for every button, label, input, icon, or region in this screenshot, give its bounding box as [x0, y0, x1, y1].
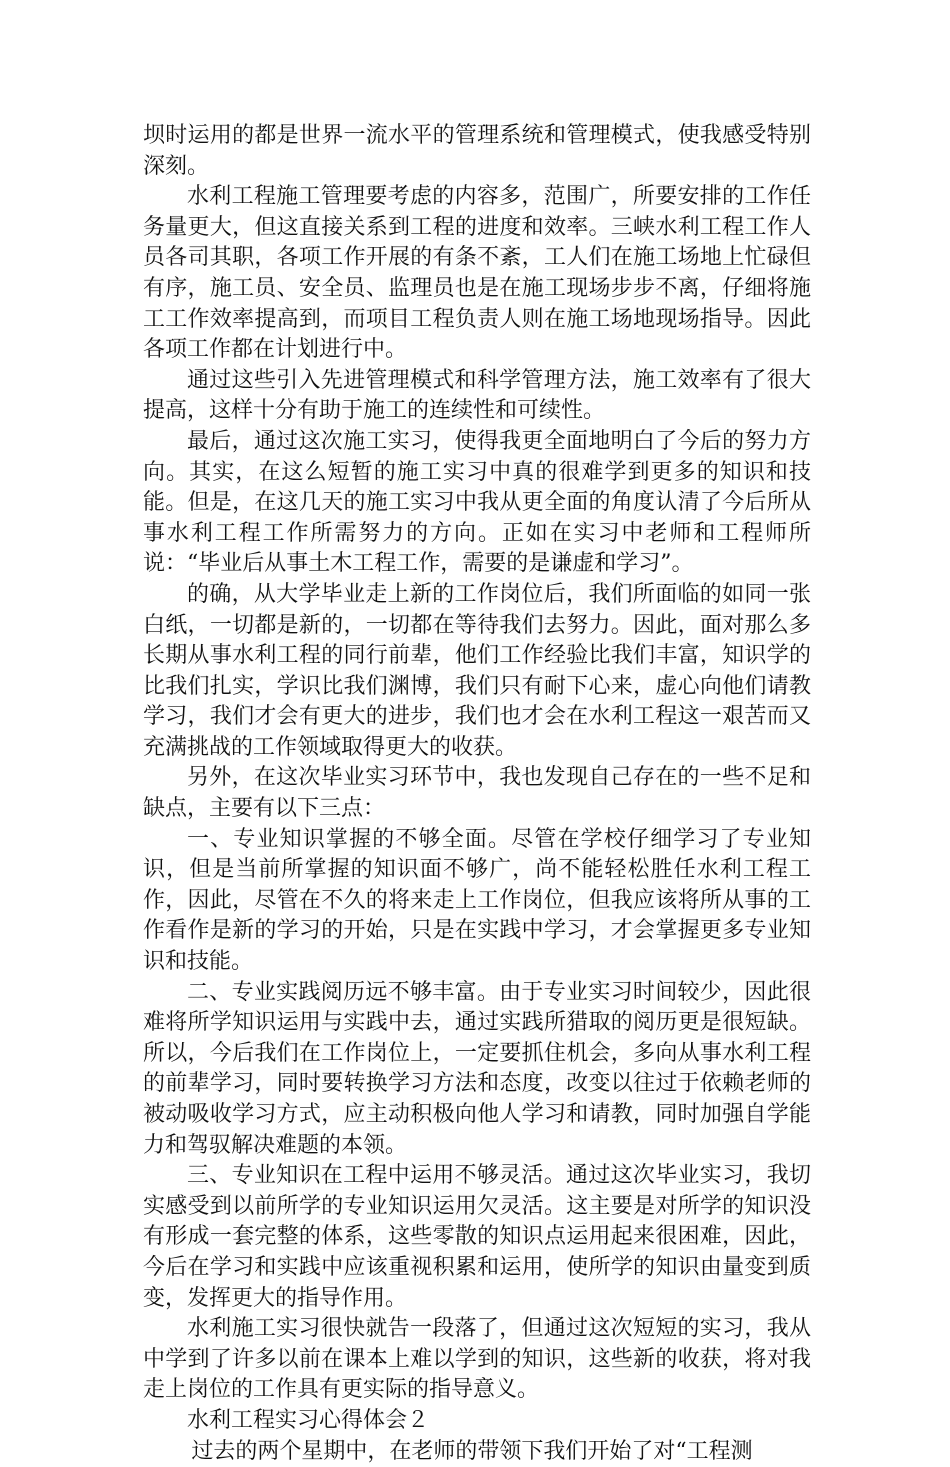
document-body: [143, 121, 811, 1467]
paragraph-continuation: 坝时运用的都是世界一流水平的管理系统和管理模式，使我感受特别深刻。: [143, 123, 811, 179]
paragraph: 的确，从大学毕业走上新的工作岗位后，我们所面临的如同一张白纸，一切都是新的，一切都在等待我们去努力。因此，面对那么多长期从事水利工程的同行前辈，他们工作经验比我们丰富，知识学的比我们扎实，学识比我们渊博，我们只有耐下心来，虚心向他们请教学习，我们才会有更大的进步，我们也才会在水利工程这一艰苦而又充满挑战的工作领域取得更大的收获。: [143, 581, 811, 760]
paragraph: 二、专业实践阅历远不够丰富。由于专业实习时间较少，因此很难将所学知识运用与实践中去，通过实践所猎取的阅历更是很短缺。所以，今后我们在工作岗位上，一定要抓住机会，多向从事水利工程的前辈学习，同时要转换学习方法和态度，改变以往过于依赖老师的被动吸收学习方式，应主动积极向他人学习和请教，同时加强自学能力和驾驭解决难题的本领。: [143, 979, 811, 1158]
paragraph: 水利工程施工管理要考虑的内容多，范围广，所要安排的工作任务量更大，但这直接关系到工程的进度和效率。三峡水利工程工作人员各司其职，各项工作开展的有条不紊，工人们在施工场地上忙碌但有序，施工员、安全员、监理员也是在施工现场步步不离，仔细将施工工作效率提高到，而项目工程负责人则在施工场地现场指导。因此各项工作都在计划进行中。: [143, 184, 811, 363]
paragraph: 水利施工实习很快就告一段落了，但通过这次短短的实习，我从中学到了许多以前在课本上难以学到的知识，这些新的收获，将对我走上岗位的工作具有更实际的指导意义。: [143, 1316, 811, 1403]
paragraph: 另外，在这次毕业实习环节中，我也发现自己存在的一些不足和缺点，主要有以下三点：: [143, 765, 811, 822]
paragraph: 三、专业知识在工程中运用不够灵活。通过这次毕业实习，我切实感受到以前所学的专业知识运用欠灵活。这主要是对所学的知识没有形成一套完整的体系，这些零散的知识点运用起来很困难，因此，今后在学习和实践中应该重视积累和运用，使所学的知识由量变到质变，发挥更大的指导作用。: [143, 1163, 811, 1311]
paragraph-final: 过去的两个星期中，在老师的带领下我们开始了对“工程测: [191, 1438, 753, 1464]
section-heading: 水利工程实习心得体会２: [187, 1407, 430, 1433]
paragraph: 一、专业知识掌握的不够全面。尽管在学校仔细学习了专业知识，但是当前所掌握的知识面不够广，尚不能轻松胜任水利工程工作，因此，尽管在不久的将来走上工作岗位，但我应该将所从事的工作看作是新的学习的开始，只是在实践中学习，才会掌握更多专业知识和技能。: [143, 826, 811, 975]
paragraph: 通过这些引入先进管理模式和科学管理方法，施工效率有了很大提高，这样十分有助于施工的连续性和可续性。: [143, 367, 811, 424]
paragraph: 最后，通过这次施工实习，使得我更全面地明白了今后的努力方向。其实，在这么短暂的施工实习中真的很难学到更多的知识和技能。但是，在这几天的施工实习中我从更全面的角度认清了今后所从事水利工程工作所需努力的方向。正如在实习中老师和工程师所说：“毕业后从事土木工程工作，需要的是谦虚和学习”。: [143, 428, 811, 577]
